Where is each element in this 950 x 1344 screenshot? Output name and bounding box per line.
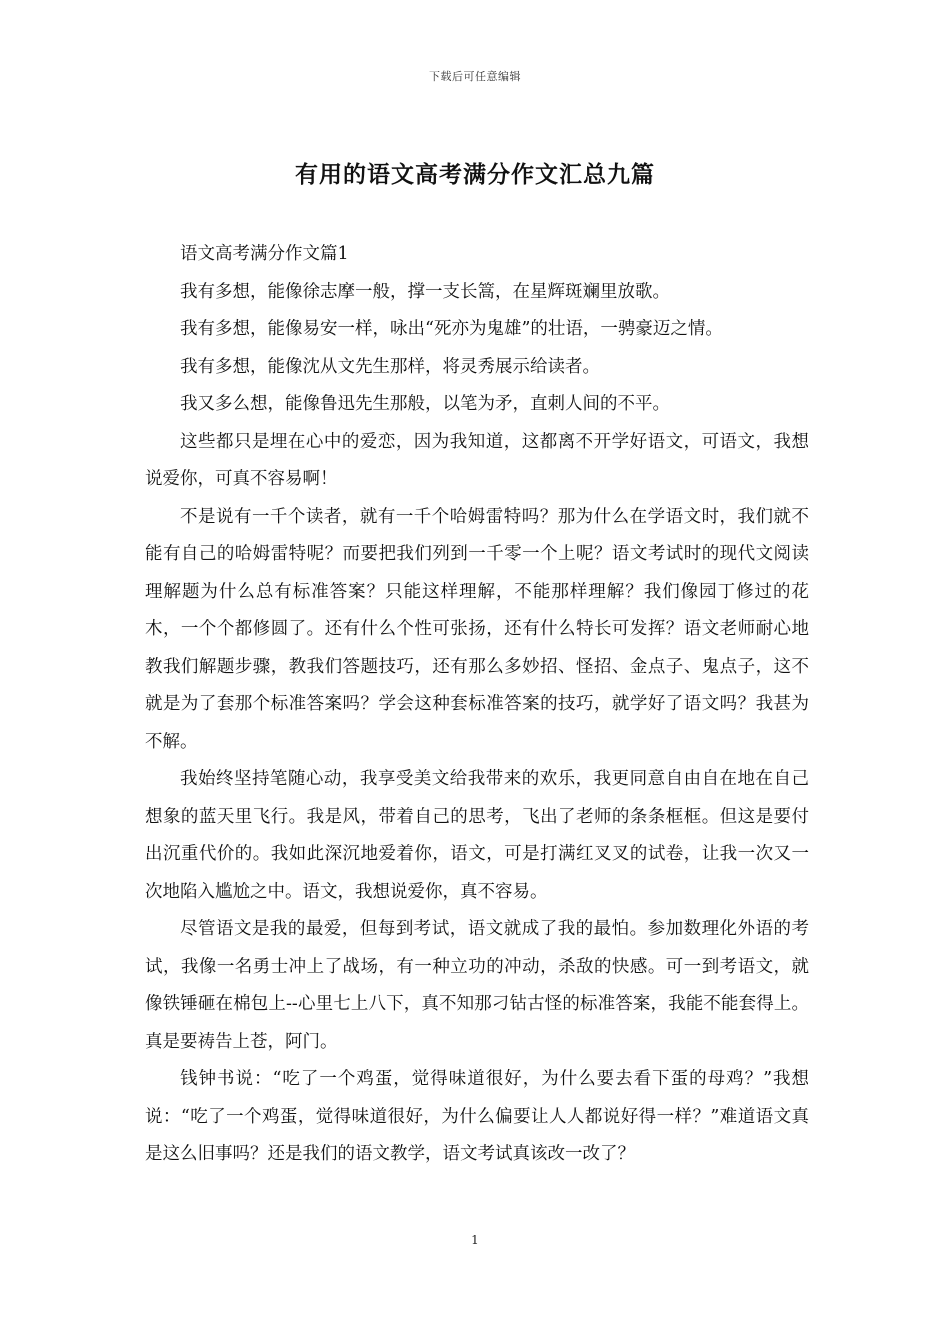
- paragraph: 我有多想，能像徐志摩一般，撑一支长篙，在星辉斑斓里放歌。: [180, 281, 670, 302]
- paragraph: 尽管语文是我的最爱，但每到考试，语文就成了我的最怕。参加数理化外语的考试，我像一名勇士冲上了战场，有一种立功的冲动，杀敌的快感。可一到考语文，就像铁锤砸在棉包上--心里七上八下，真不知那刁钻古怪的标准答案，我能不能套得上。真是要祷告上苍，阿门。: [145, 919, 809, 1052]
- paragraph: 这些都只是埋在心中的爱恋，因为我知道，这都离不开学好语文，可语文，我想说爱你，可真不容易啊！: [145, 431, 809, 489]
- paragraph: 我有多想，能像沈从文先生那样，将灵秀展示给读者。: [180, 356, 600, 377]
- paragraph: 我有多想，能像易安一样，咏出“死亦为鬼雄”的壮语，一骋豪迈之情。: [180, 319, 723, 339]
- paragraph: 我始终坚持笔随心动，我享受美文给我带来的欢乐，我更同意自由自在地在自己想象的蓝天里飞行。我是风，带着自己的思考，飞出了老师的条条框框。但这是要付出沉重代价的。我如此深沉地爱着你，语文，可是打满红叉叉的试卷，让我一次又一次地陷入尴尬之中。语文，我想说爱你，真不容易。: [145, 769, 809, 902]
- paragraph: 钱钟书说：“吃了一个鸡蛋，觉得味道很好，为什么要去看下蛋的母鸡？”我想说：“吃了一个鸡蛋，觉得味道很好，为什么偏要让人人都说好得一样？”难道语文真是这么旧事吗？还是我们的语文教学，语文考试真该改一改了？: [145, 1069, 809, 1164]
- document-body: [145, 236, 809, 1174]
- paragraph: 不是说有一千个读者，就有一千个哈姆雷特吗？那为什么在学语文时，我们就不能有自己的哈姆雷特呢？而要把我们列到一千零一个上呢？语文考试时的现代文阅读理解题为什么总有标准答案？只能这样理解，不能那样理解？我们像园丁修过的花木，一个个都修圆了。还有什么个性可张扬，还有什么特长可发挥？语文老师耐心地教我们解题步骤，教我们答题技巧，还有那么多妙招、怪招、金点子、鬼点子，这不就是为了套那个标准答案吗？学会这种套标准答案的技巧，就学好了语文吗？我甚为不解。: [145, 506, 809, 752]
- document-title: 有用的语文高考满分作文汇总九篇: [295, 161, 655, 188]
- page-header-note: 下载后可任意编辑: [429, 70, 521, 83]
- page-number: 1: [471, 1233, 479, 1247]
- paragraph: 我又多么想，能像鲁迅先生那般，以笔为矛，直刺人间的不平。: [180, 394, 670, 414]
- section-title: 语文高考满分作文篇1: [180, 244, 349, 264]
